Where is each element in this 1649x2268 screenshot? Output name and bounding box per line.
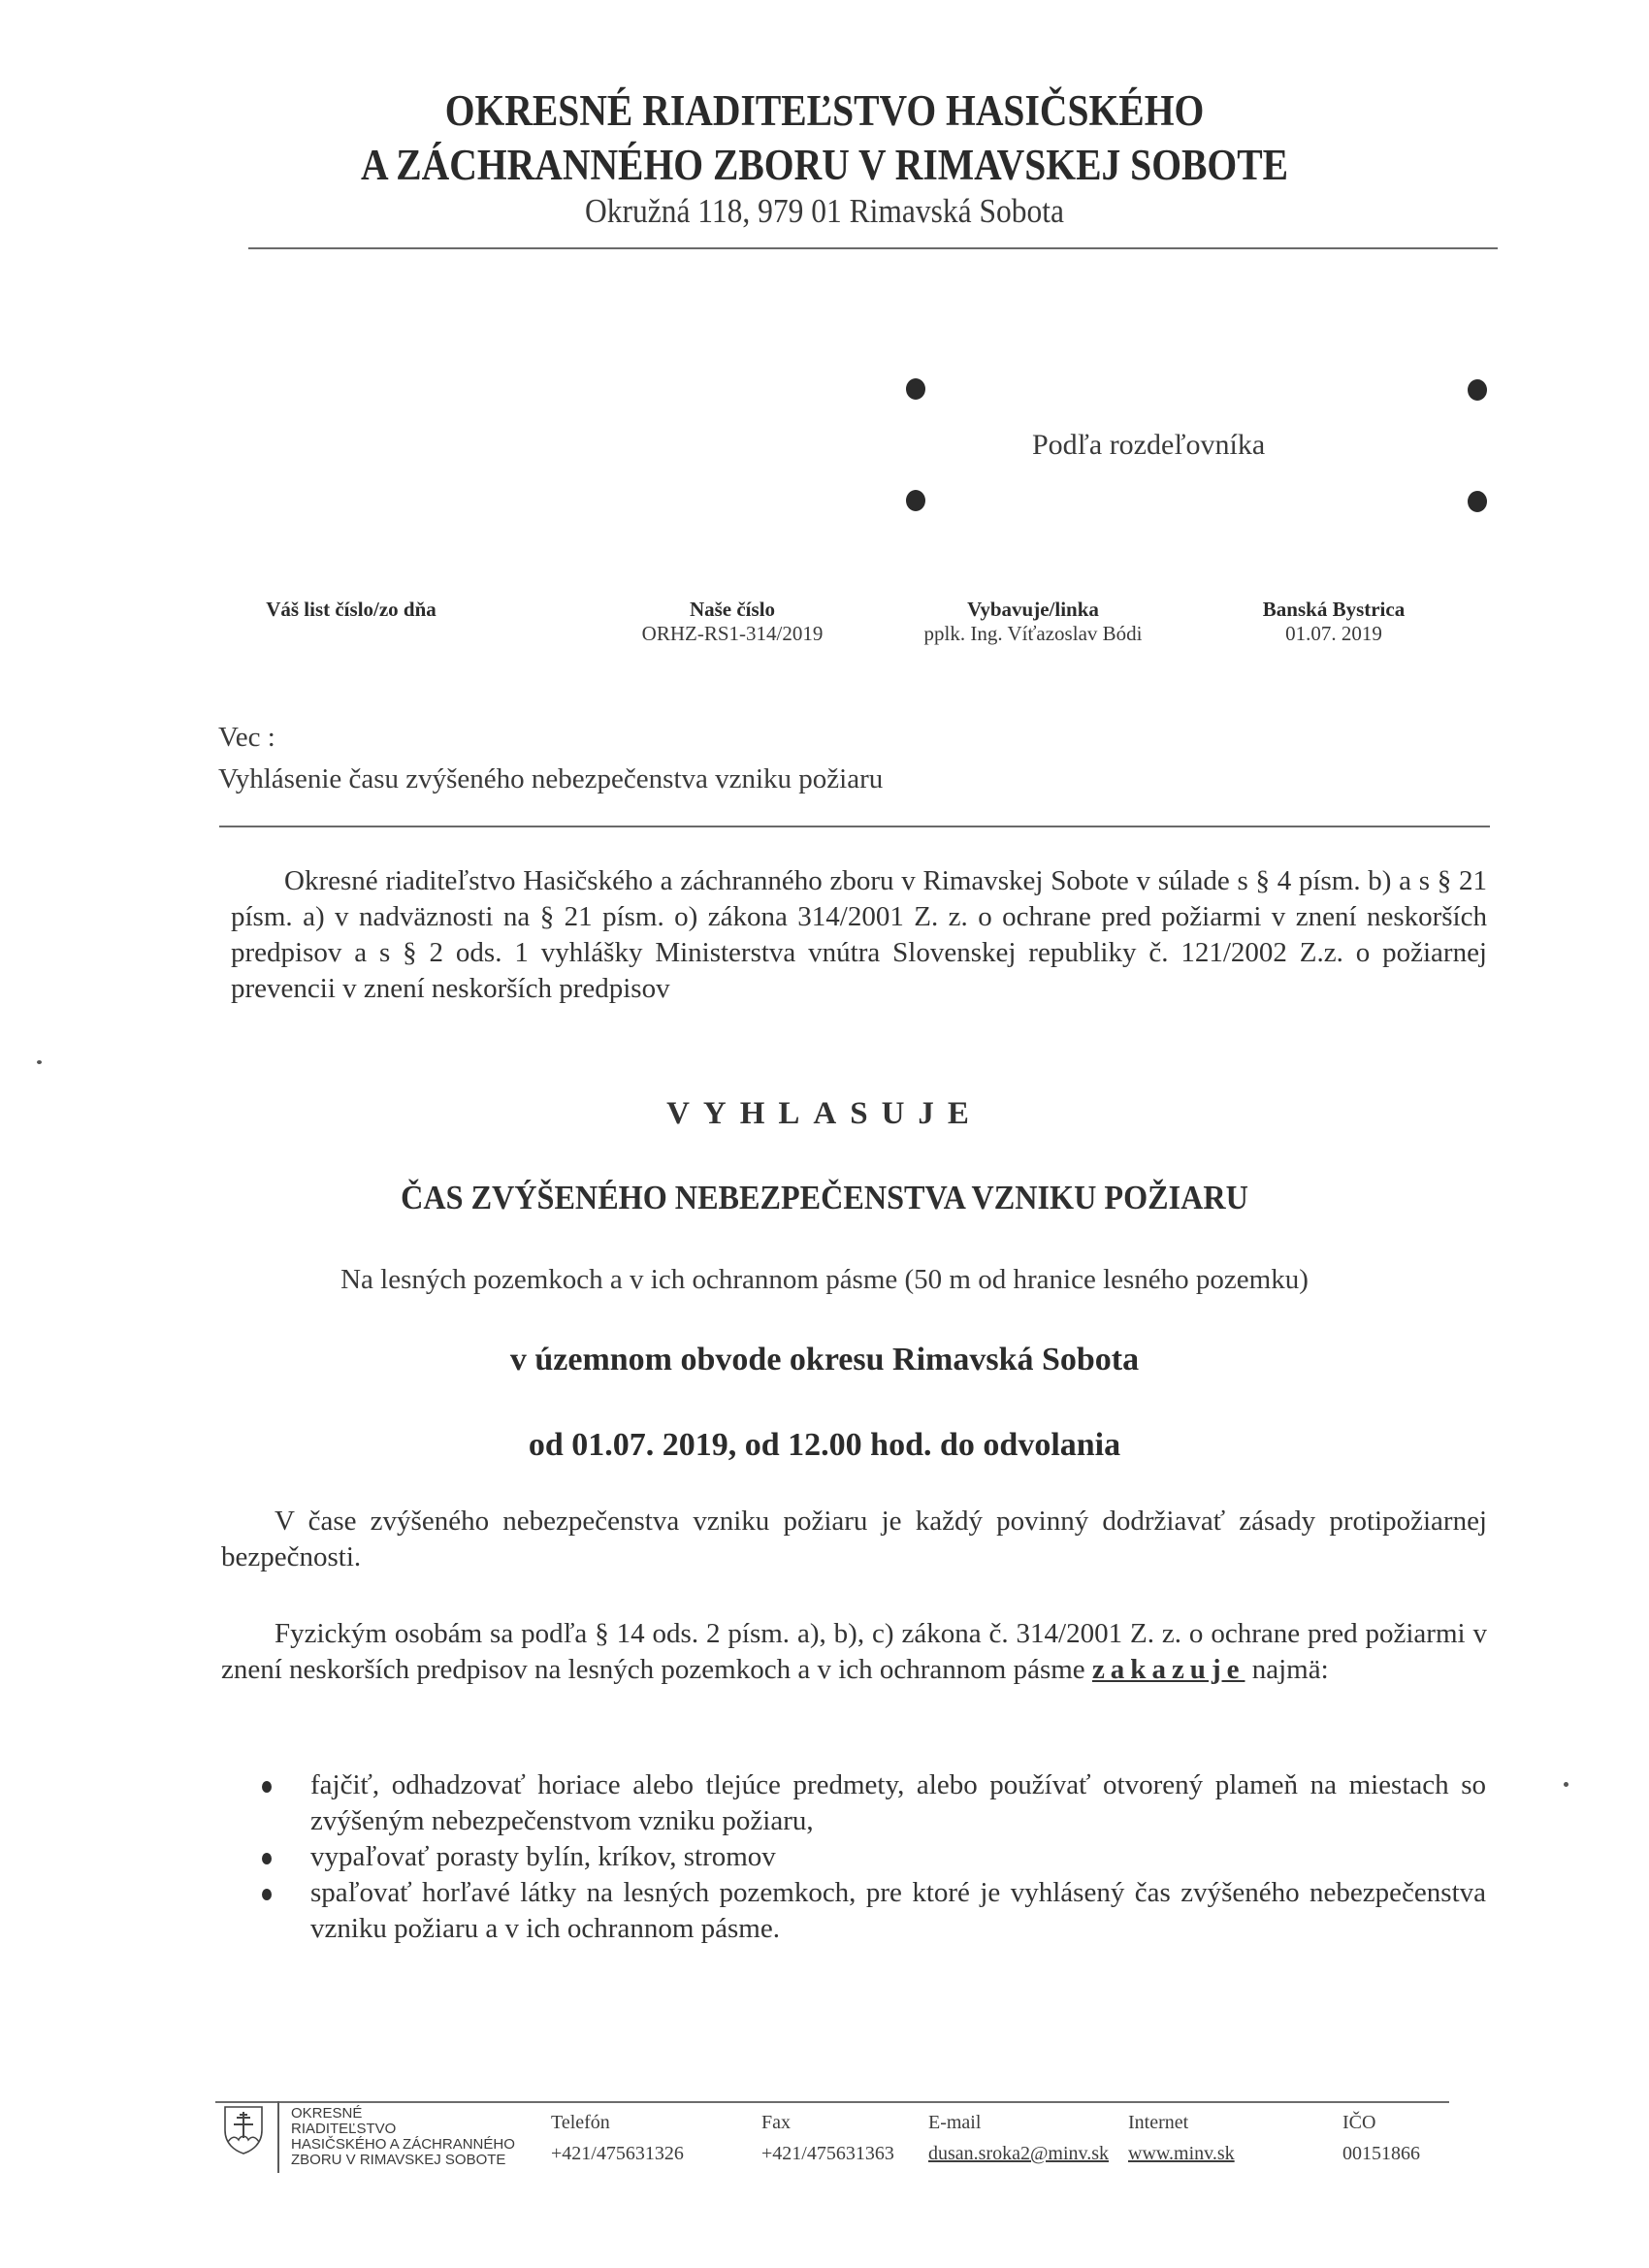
address-window-corner-mark <box>906 378 925 400</box>
intro-paragraph: Okresné riaditeľstvo Hasičského a záchranného zboru v Rimavskej Sobote v súlade s § 4 písm. b) a s § 21 písm. a) v nadväznosti na § 21 písm. o) zákona 314/2001 Z. z. o ochrane pred požiarmi v znení neskorších predpisov a s § 2 ods. 1 vyhlášky Ministerstva vnútra Slovenskej republiky č. 121/2002 Z.z. o požiarnej prevencii v znení neskorších predpisov <box>231 865 1487 1004</box>
footer-internet <box>1128 2107 1235 2169</box>
bullet-icon <box>262 1781 272 1793</box>
bullet-icon <box>262 1853 272 1864</box>
prohibits-suffix: najmä: <box>1245 1654 1329 1685</box>
footer-org-line: OKRESNÉ <box>291 2105 363 2122</box>
footer-phone-value: +421/475631326 <box>551 2143 684 2164</box>
list-item <box>254 1875 1486 1947</box>
footer-email <box>928 2107 1109 2169</box>
subject-divider <box>219 826 1490 827</box>
address-window-corner-mark <box>906 490 925 511</box>
address-window-corner-mark <box>1468 491 1487 512</box>
footer-fax <box>761 2107 894 2169</box>
list-item-text: spaľovať horľavé látky na lesných pozemkoch, pre ktoré je vyhlásený čas zvýšeného nebezpečenstva vzniku požiaru a v ich ochrannom pásme. <box>310 1877 1486 1944</box>
subject-text: Vyhlásenie času zvýšeného nebezpečenstva vzniku požiaru <box>218 763 884 794</box>
footer-org-line: RIADITEĽSTVO <box>291 2121 397 2137</box>
footer-email-link[interactable]: dusan.sroka2@minv.sk <box>928 2143 1109 2164</box>
prohibition-paragraph <box>221 1616 1487 1688</box>
main-heading: ČAS ZVÝŠENÉHO NEBEZPEČENSTVA VZNIKU POŽIARU <box>401 1179 1248 1216</box>
subject-label: Vec : <box>218 722 275 753</box>
ref-label: Naše číslo <box>689 598 776 621</box>
scope-text: Na lesných pozemkoch a v ich ochrannom pásme (50 m od hranice lesného pozemku) <box>340 1264 1309 1295</box>
footer-phone <box>551 2107 684 2169</box>
bullet-icon <box>262 1889 272 1900</box>
list-item-text: vypaľovať porasty bylín, kríkov, stromov <box>310 1841 776 1872</box>
address-window-corner-mark <box>1468 379 1487 401</box>
prohibits-word: zakazuje <box>1091 1654 1245 1685</box>
header-title-line1: OKRESNÉ RIADITEĽSTVO HASIČSKÉHO <box>444 86 1205 135</box>
footer-internet-link[interactable]: www.minv.sk <box>1128 2143 1235 2164</box>
footer-org-line: HASIČSKÉHO A ZÁCHRANNÉHO <box>291 2136 515 2153</box>
footer-ico-label: IČO <box>1342 2112 1376 2133</box>
ref-value: ORHZ-RS1-314/2019 <box>641 622 824 645</box>
list-item <box>254 1767 1486 1839</box>
prohibition-intro: Fyzickým osobám sa podľa § 14 ods. 2 písm. a), b), c) zákona č. 314/2001 Z. z. o ochrane pred požiarmi v znení neskorších predpisov na lesných pozemkoch a v ich ochrannom pásme <box>221 1618 1487 1685</box>
ref-label: Vybavuje/linka <box>967 598 1099 621</box>
footer-vertical-divider <box>277 2101 279 2173</box>
footer-org-line: ZBORU V RIMAVSKEJ SOBOTE <box>291 2152 506 2168</box>
footer-fax-label: Fax <box>761 2112 791 2133</box>
footer-org-name <box>291 2106 515 2168</box>
duty-paragraph: V čase zvýšeného nebezpečenstva vzniku požiaru je každý povinný dodržiavať zásady protipožiarnej bezpečnosti. <box>221 1506 1487 1572</box>
ref-label: Banská Bystrica <box>1262 598 1406 621</box>
footer-ico-value: 00151866 <box>1342 2143 1420 2164</box>
ref-col-our-number <box>601 598 863 646</box>
ref-value: pplk. Ing. Víťazoslav Bódi <box>923 622 1143 645</box>
footer-fax-value: +421/475631363 <box>761 2143 894 2164</box>
list-item <box>254 1839 1486 1875</box>
footer-ico <box>1342 2107 1420 2169</box>
ref-col-your-letter <box>206 598 497 622</box>
territory-text: v územnom obvode okresu Rimavská Sobota <box>509 1342 1140 1377</box>
prohibition-list <box>254 1767 1486 1947</box>
ref-value: 01.07. 2019 <box>1285 622 1382 645</box>
declares-heading: VYHLASUJE <box>666 1096 983 1131</box>
recipient-text: Podľa rozdeľovníka <box>1032 429 1266 461</box>
ref-col-place-date <box>1232 598 1436 646</box>
scan-speck <box>1564 1782 1568 1787</box>
footer-divider <box>215 2101 1449 2103</box>
footer-email-label: E-mail <box>928 2112 982 2133</box>
scan-speck <box>37 1060 42 1064</box>
ref-col-handled-by <box>873 598 1193 646</box>
header-divider <box>248 247 1498 249</box>
header-title-line2: A ZÁCHRANNÉHO ZBORU V RIMAVSKEJ SOBOTE <box>360 141 1289 189</box>
footer-phone-label: Telefón <box>551 2112 610 2133</box>
footer-internet-label: Internet <box>1128 2112 1189 2133</box>
header-address: Okružná 118, 979 01 Rimavská Sobota <box>584 192 1065 230</box>
list-item-text: fajčiť, odhadzovať horiace alebo tlejúce predmety, alebo používať otvorený plameň na miestach so zvýšeným nebezpečenstvom vzniku požiaru, <box>310 1769 1486 1836</box>
period-text: od 01.07. 2019, od 12.00 hod. do odvolania <box>528 1427 1121 1463</box>
ref-label: Váš list číslo/zo dňa <box>266 598 436 621</box>
slovak-coat-of-arms-icon <box>223 2105 264 2155</box>
